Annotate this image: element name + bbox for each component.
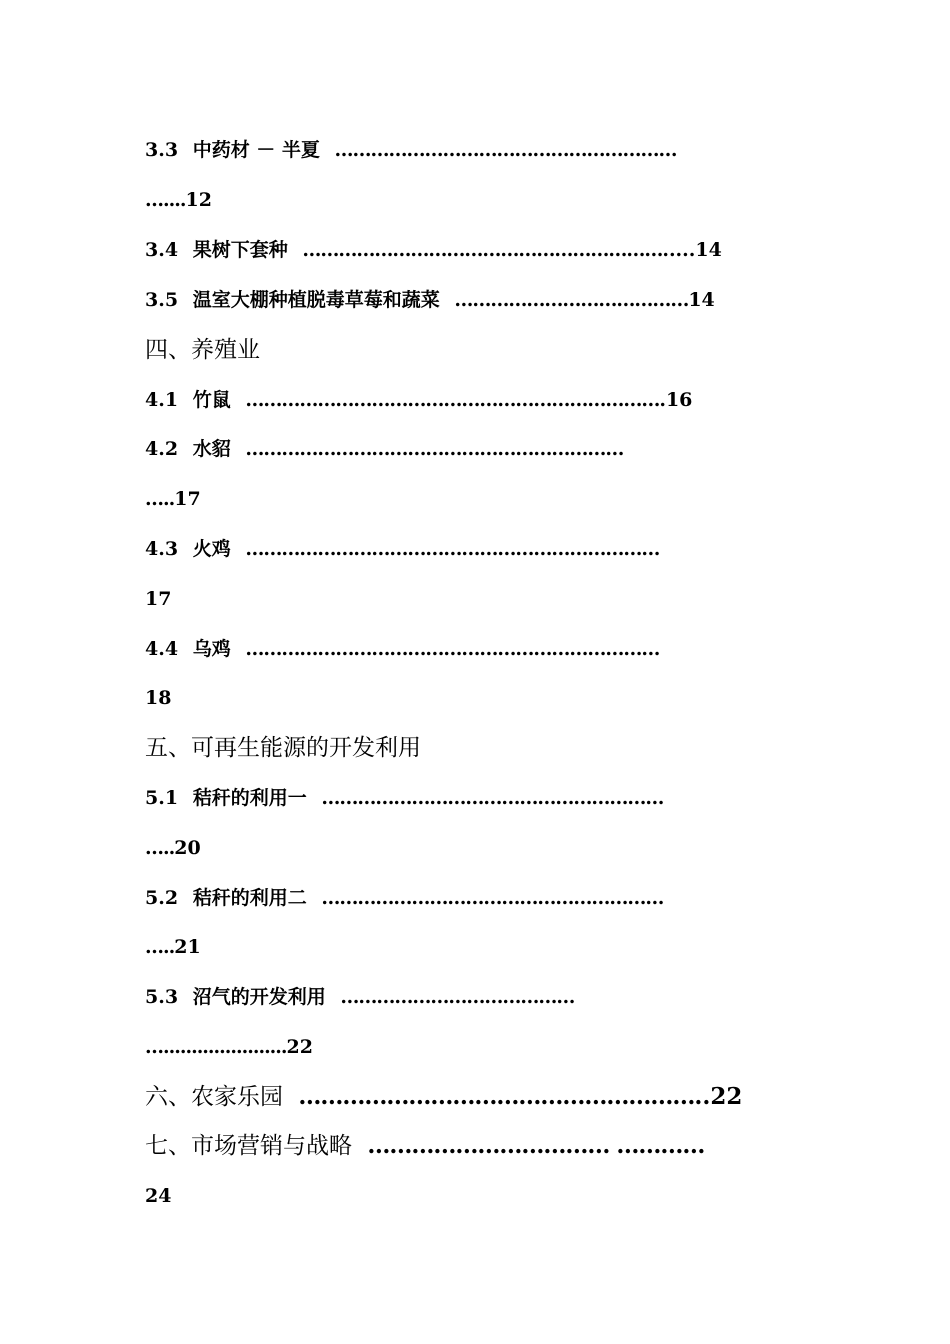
entry-title: 沼气的开发利用 xyxy=(192,986,326,1008)
section-heading-7-continued xyxy=(145,1182,171,1210)
dot-leader: …………………………… ………… xyxy=(367,1132,705,1159)
toc-entry-5-3 xyxy=(145,983,574,1011)
toc-entry-3-4 xyxy=(145,236,722,264)
entry-title: 秸秆的利用一 xyxy=(192,787,307,809)
page-number: 22 xyxy=(286,1036,313,1058)
dot-leader: ….... xyxy=(145,189,186,211)
toc-entry-5-1-continued xyxy=(145,834,201,862)
entry-title: 水貂 xyxy=(192,438,231,460)
page-number: .16 xyxy=(659,389,693,411)
dot-leader: ….. xyxy=(145,837,175,859)
dot-leader: ………………………………… xyxy=(454,289,689,311)
toc-entry-5-2-continued xyxy=(145,933,201,961)
toc-entry-4-4 xyxy=(145,635,659,663)
toc-entry-3-5 xyxy=(145,286,715,314)
section-title: 四、养殖业 xyxy=(145,337,260,363)
toc-entry-3-3 xyxy=(145,136,677,164)
dot-leader: …………………………………………………………… xyxy=(245,389,660,411)
entry-title: 中药材 － 半夏 xyxy=(192,139,320,161)
section-title: 六、农家乐园 xyxy=(145,1084,283,1110)
toc-entry-5-1 xyxy=(145,784,663,812)
section-title: 五、可再生能源的开发利用 xyxy=(145,735,421,761)
section-title: 七、市场营销与战略 xyxy=(145,1133,352,1159)
dot-leader: ………………………………… xyxy=(340,986,575,1008)
entry-title: 果树下套种 xyxy=(192,239,288,261)
section-heading-5 xyxy=(145,731,421,765)
entry-title: 火鸡 xyxy=(192,538,231,560)
page-number: 18 xyxy=(145,687,172,709)
entry-number: 4.1 xyxy=(145,389,179,411)
dot-leader: ….. xyxy=(145,488,175,510)
page-number: .....14 xyxy=(662,239,722,261)
dot-leader: ……………………………………………… xyxy=(298,1083,695,1110)
dot-leader: …………………………………………………………… xyxy=(245,638,660,660)
page-number: 17 xyxy=(145,588,172,610)
page-number: 24 xyxy=(145,1185,172,1207)
entry-number: 4.2 xyxy=(145,438,179,460)
section-heading-4 xyxy=(145,333,260,367)
section-heading-6 xyxy=(145,1080,742,1114)
toc-entry-4-3 xyxy=(145,535,659,563)
entry-number: 3.3 xyxy=(145,139,179,161)
toc-entry-4-3-continued xyxy=(145,585,171,613)
toc-entry-5-3-continued xyxy=(145,1033,313,1061)
entry-title: 秸秆的利用二 xyxy=(192,887,307,909)
toc-entry-5-2 xyxy=(145,884,663,912)
entry-number: 4.4 xyxy=(145,638,179,660)
dot-leader: ………………………………………………… xyxy=(321,887,664,909)
toc-entry-4-2-continued xyxy=(145,485,201,513)
dot-leader: …………………………………………………………… xyxy=(245,538,660,560)
entry-number: 5.1 xyxy=(145,787,179,809)
dot-leader: …………………………………………………… xyxy=(302,239,663,261)
entry-number: 3.4 xyxy=(145,239,179,261)
page-number: 17 xyxy=(174,488,201,510)
entry-title: 竹鼠 xyxy=(192,389,231,411)
entry-number: 4.3 xyxy=(145,538,179,560)
page-number: 20 xyxy=(174,837,201,859)
dot-leader: …...................... xyxy=(145,1036,287,1058)
entry-number: 5.3 xyxy=(145,986,179,1008)
dot-leader: ………………………………………………… xyxy=(321,787,664,809)
section-heading-7 xyxy=(145,1129,704,1163)
toc-entry-4-4-continued xyxy=(145,684,171,712)
page-number: 12 xyxy=(185,189,212,211)
entry-title: 乌鸡 xyxy=(192,638,231,660)
page-number: 14 xyxy=(688,289,715,311)
dot-leader: ………………………………………………… xyxy=(334,139,677,161)
toc-entry-3-3-continued xyxy=(145,186,212,214)
toc-entry-4-1 xyxy=(145,386,692,414)
entry-number: 5.2 xyxy=(145,887,179,909)
page-number: ..22 xyxy=(694,1083,743,1110)
dot-leader: ……………………………………………………… xyxy=(245,438,624,460)
page-number: 21 xyxy=(174,936,201,958)
entry-number: 3.5 xyxy=(145,289,179,311)
entry-title: 温室大棚种植脱毒草莓和蔬菜 xyxy=(192,289,440,311)
toc-entry-4-2 xyxy=(145,435,623,463)
dot-leader: ….. xyxy=(145,936,175,958)
